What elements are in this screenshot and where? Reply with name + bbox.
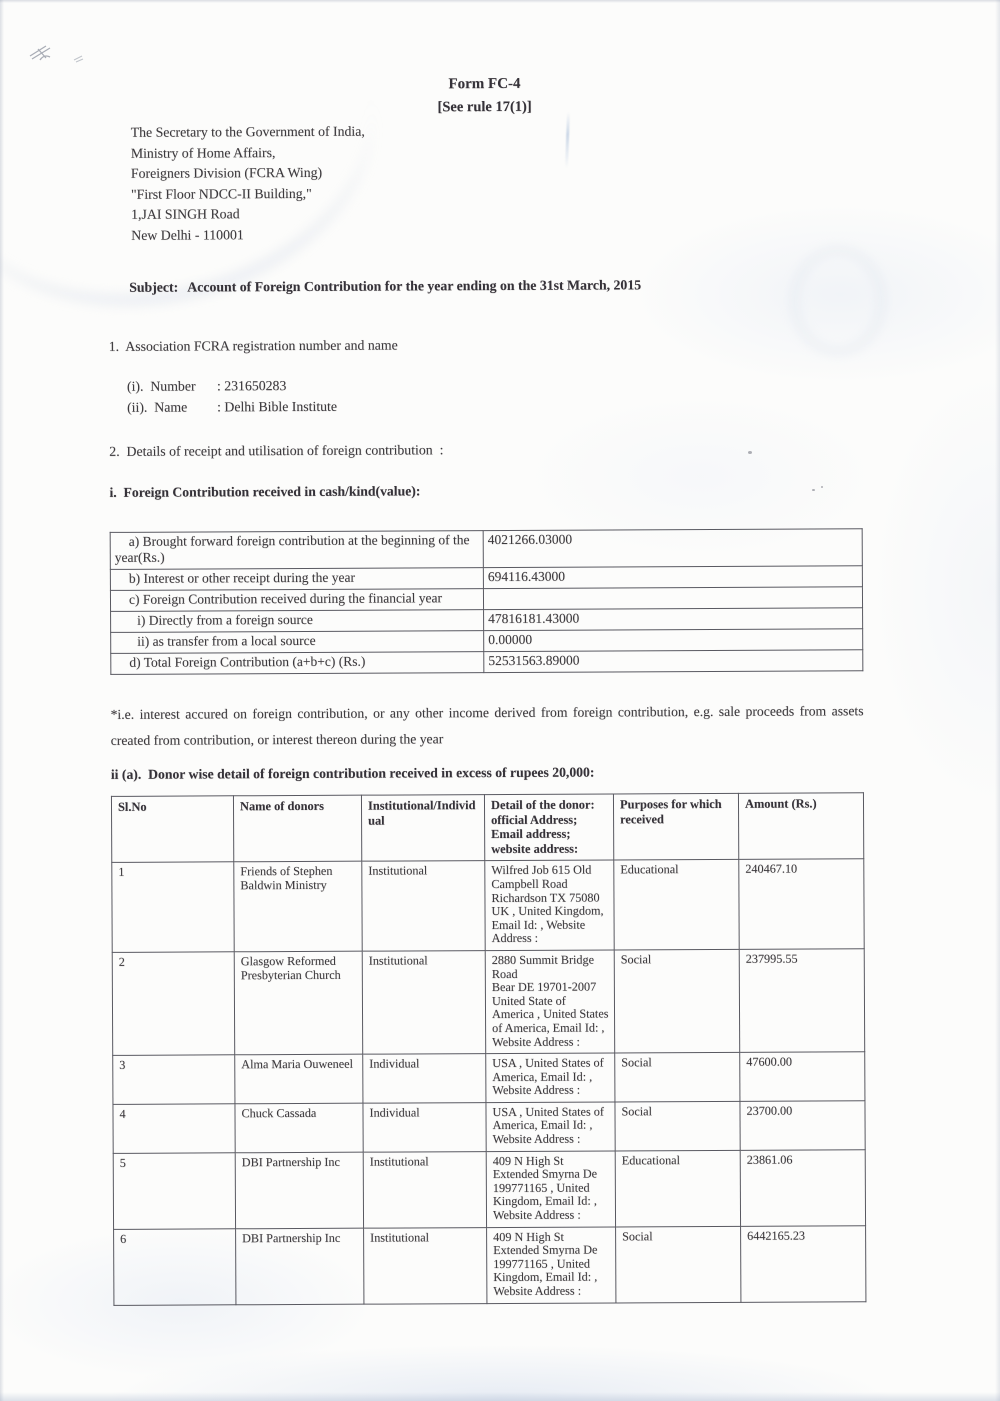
donor-name: DBI Partnership Inc: [236, 1228, 364, 1305]
donor-amount: 23861.06: [740, 1149, 865, 1226]
cash-row-label: c) Foreign Contribution received during the financial year: [110, 589, 483, 612]
donor-sl-no: 6: [114, 1228, 236, 1305]
donor-type: Institutional: [362, 951, 486, 1055]
cash-row-a: [110, 529, 862, 570]
donor-amount: 240467.10: [739, 859, 864, 949]
header-institutional-individual: Institutional/Individual: [361, 795, 484, 862]
donor-type: Institutional: [364, 1227, 487, 1304]
donor-detail: 2880 Summit Bridge Road Bear DE 19701-2007 United State of America , United States of America, Email Id: , Website Address :: [485, 950, 615, 1054]
donor-detail: 409 N High St Extended Smyrna De 199771165 , United Kingdom, Email Id: , Website Address :: [486, 1151, 615, 1228]
item1-heading: 1. Association FCRA registration number and name: [108, 337, 398, 354]
registration-name-label: (ii). Name: [127, 399, 188, 415]
donor-type: Individual: [363, 1054, 486, 1103]
donor-name: Glasgow Reformed Presbyterian Church: [234, 951, 363, 1055]
donor-detail: USA , United States of America, Email Id: , Website Address :: [486, 1053, 615, 1102]
cash-contribution-table: [110, 528, 864, 675]
registration-number-label: (i). Number: [126, 378, 196, 394]
cash-row-value: 0.00000: [484, 629, 863, 652]
donor-type: Institutional: [362, 861, 485, 951]
cash-row-value: [483, 587, 862, 610]
cash-row-value: 52531563.89000: [484, 650, 863, 673]
cash-row-label: i) Directly from a foreign source: [111, 610, 484, 633]
donor-name: Friends of Stephen Baldwin Ministry: [234, 862, 362, 952]
donor-row: [113, 1149, 865, 1229]
donor-sl-no: 1: [112, 862, 234, 952]
donor-amount: 237995.55: [739, 949, 865, 1053]
cash-row-label: ii) as transfer from a local source: [111, 631, 484, 654]
donor-purpose: Educational: [615, 1150, 740, 1227]
donor-row: [112, 859, 864, 952]
cash-row-label: b) Interest or other receipt during the year: [110, 568, 483, 591]
donor-row: [114, 1225, 866, 1305]
header-amount: Amount (Rs.): [738, 793, 863, 860]
recipient-address-block: [131, 119, 999, 246]
donor-name: Chuck Cassada: [235, 1103, 363, 1152]
donor-detail: 409 N High St Extended Smyrna De 199771165 , United Kingdom, Email Id: , Website Address :: [487, 1227, 616, 1304]
cash-row-value: 4021266.03000: [483, 529, 862, 568]
address-line: Ministry of Home Affairs,: [130, 144, 276, 161]
donor-purpose: Social: [616, 1226, 741, 1303]
registration-name-value: : Delhi Bible Institute: [217, 398, 338, 415]
registration-number-value: : 231650283: [216, 378, 287, 394]
donor-purpose: Social: [614, 949, 740, 1053]
address-line: 1,JAI SINGH Road: [131, 206, 240, 222]
donor-row: [112, 949, 864, 1056]
scan-edge-bottom: [0, 1392, 1000, 1401]
donor-sl-no: 4: [113, 1104, 235, 1153]
donor-row: [113, 1101, 865, 1153]
section-i-heading: i. Foreign Contribution received in cash/kind(value):: [109, 483, 421, 500]
donor-amount: 23700.00: [740, 1101, 865, 1150]
footnote: *i.e. interest accured on foreign contribution, or any other income derived from foreign contribution, e.g. sale proceeds from assets created from contribution, or interest thereon during the year: [110, 703, 864, 748]
cash-row-label: d) Total Foreign Contribution (a+b+c) (Rs.): [111, 652, 484, 675]
donor-purpose: Educational: [614, 860, 739, 950]
donor-detail: Wilfred Job 615 Old Campbell Road Richardson TX 75080 UK , United Kingdom, Email Id: , Website Address :: [485, 860, 614, 950]
donor-name: DBI Partnership Inc: [235, 1152, 363, 1229]
item2-heading: 2. Details of receipt and utilisation of foreign contribution :: [109, 442, 444, 459]
header-name-of-donors: Name of donors: [233, 795, 361, 862]
donor-amount: 47600.00: [740, 1052, 865, 1101]
form-rule-reference: [See rule 17(1)]: [437, 98, 532, 116]
address-line: New Delhi - 110001: [131, 226, 244, 243]
registration-name-row: [127, 393, 999, 418]
subject-label: Subject:: [129, 279, 179, 295]
cash-row-value: 47816181.43000: [484, 608, 863, 631]
donor-amount: 6442165.23: [741, 1225, 866, 1302]
address-line: "First Floor NDCC-II Building,": [130, 185, 312, 202]
donor-name: Alma Maria Ouweneel: [235, 1054, 363, 1103]
address-line: Foreigners Division (FCRA Wing): [130, 164, 323, 181]
header-purposes: Purposes for which received: [613, 793, 738, 860]
section-iia-heading: ii (a). Donor wise detail of foreign contribution received in excess of rupees 20,000:: [110, 764, 595, 782]
address-line: The Secretary to the Government of India,: [130, 123, 365, 140]
registration-details: [127, 372, 999, 418]
cash-row-label: a) Brought forward foreign contribution at the beginning of the year(Rs.): [110, 531, 483, 570]
header-detail-of-donor: Detail of the donor: official Address; Email address; website address:: [484, 794, 613, 861]
header-sl-no: Sl.No: [111, 796, 233, 863]
donor-purpose: Social: [615, 1052, 740, 1101]
form-title: Form FC-4: [448, 75, 521, 93]
subject-text: Account of Foreign Contribution for the year ending on the 31st March, 2015: [187, 277, 642, 295]
donor-sl-no: 5: [113, 1152, 235, 1229]
donor-detail-table: [111, 792, 866, 1305]
cash-row-value: 694116.43000: [483, 566, 862, 589]
donor-row: [113, 1052, 865, 1104]
donor-type: Individual: [363, 1102, 486, 1151]
donor-detail: USA , United States of America, Email Id: , Website Address :: [486, 1102, 615, 1151]
subject-line: [108, 260, 998, 312]
cash-row-d: [111, 650, 863, 675]
donor-purpose: Social: [615, 1101, 740, 1150]
donor-type: Institutional: [363, 1151, 486, 1228]
donor-sl-no: 2: [112, 952, 235, 1056]
donor-sl-no: 3: [113, 1055, 235, 1104]
donor-table-header-row: [111, 793, 863, 863]
